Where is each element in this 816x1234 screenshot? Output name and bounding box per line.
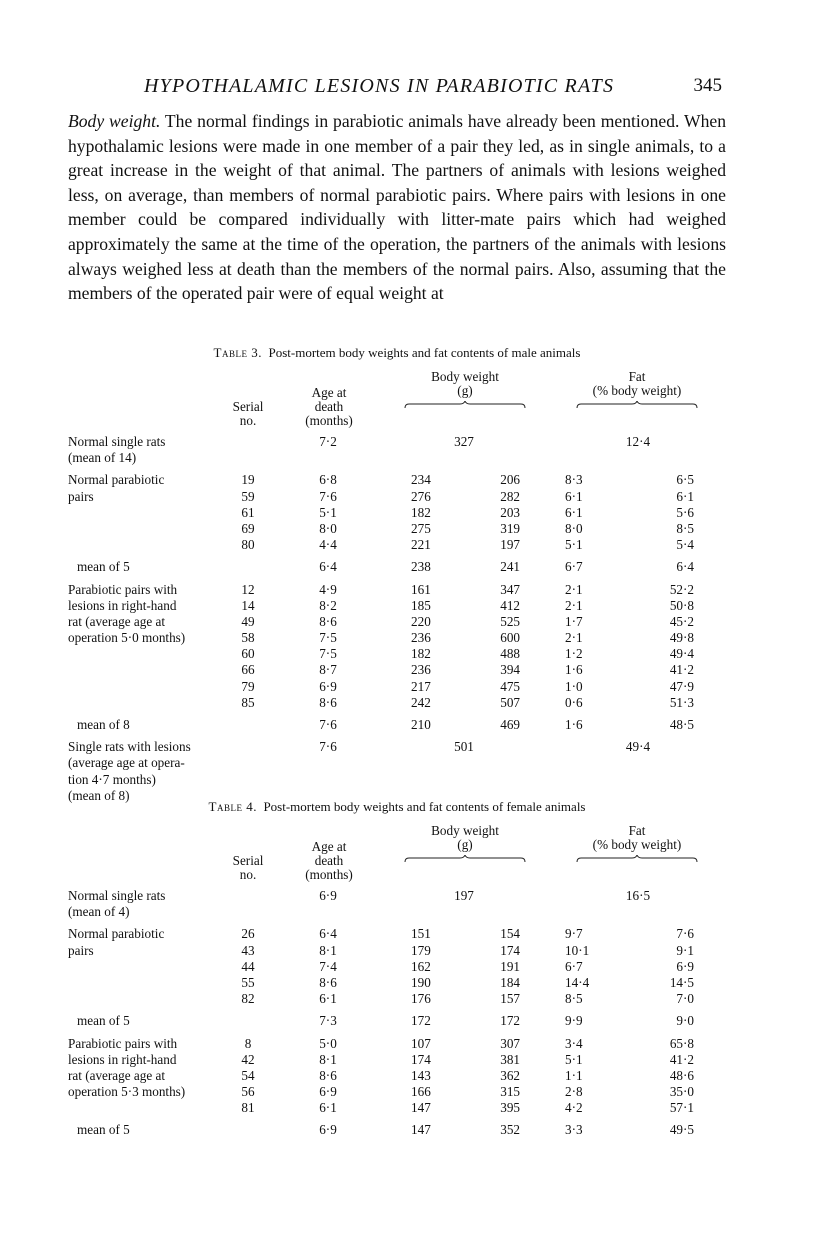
- table3-caption-text: Post-mortem body weights and fat contents of male animals: [268, 345, 581, 360]
- row-label: (average age at opera-: [68, 755, 185, 771]
- row-label: pairs: [68, 488, 94, 504]
- age-header-line: Age at: [311, 839, 347, 854]
- table3-label: Table 3.: [213, 345, 262, 360]
- body-weight-right-cell: 157: [500, 991, 520, 1007]
- age-cell: 8·6: [319, 694, 337, 710]
- fat-right-cell: 7·6: [676, 926, 694, 942]
- age-cell: 8·1: [319, 1051, 337, 1067]
- fat-right-cell: 48·5: [669, 717, 694, 732]
- table-row: [68, 614, 726, 630]
- age-cell: 8·7: [319, 662, 337, 678]
- row-label: Normal single rats: [68, 888, 166, 903]
- fat-right-cell: 41·2: [669, 662, 694, 678]
- serial-cell: 58: [241, 630, 255, 646]
- body-weight-left-cell: 234: [411, 472, 431, 488]
- fat-left-cell: 2·1: [565, 581, 583, 597]
- fat-right-cell: 35·0: [669, 1084, 694, 1100]
- fat-left-cell: 6·7: [565, 559, 583, 575]
- body-weight-left-cell: 236: [411, 662, 431, 678]
- body-weight-left-cell: 166: [411, 1084, 431, 1100]
- body-weight-header: [404, 824, 526, 852]
- table-row: [68, 679, 726, 695]
- body-weight-left-cell: 161: [411, 581, 431, 597]
- fat-left-cell: 6·7: [565, 958, 583, 974]
- table-row: [68, 646, 726, 662]
- body-weight-cell: 197: [454, 888, 474, 903]
- body-weight-left-cell: 176: [411, 991, 431, 1007]
- body-weight-header-line: (g): [457, 837, 473, 852]
- fat-left-cell: 4·2: [565, 1100, 583, 1116]
- serial-cell: 55: [241, 974, 255, 990]
- summary-row: [68, 888, 726, 904]
- serial-header-line: no.: [239, 867, 257, 882]
- age-cell: 6·4: [319, 559, 337, 575]
- fat-left-cell: 2·1: [565, 630, 583, 646]
- table-row: [68, 1122, 726, 1138]
- body-weight-right-cell: 507: [500, 694, 520, 710]
- age-header-line: (months): [305, 413, 353, 428]
- fat-left-cell: 10·1: [565, 942, 590, 958]
- serial-header-line: Serial: [232, 399, 264, 414]
- age-cell: 6·4: [319, 926, 337, 942]
- row-label: Single rats with lesions: [68, 739, 191, 755]
- age-cell: 7·6: [319, 739, 337, 755]
- serial-header-line: no.: [239, 413, 257, 428]
- age-cell: 8·2: [319, 597, 337, 613]
- body-weight-right-cell: 315: [500, 1084, 520, 1100]
- age-cell: 7·6: [319, 488, 337, 504]
- fat-right-cell: 6·9: [676, 958, 694, 974]
- table-row: [68, 537, 726, 553]
- fat-left-cell: 1·7: [565, 613, 583, 629]
- body-weight-brace: [404, 401, 526, 409]
- table-row: [68, 1052, 726, 1068]
- age-cell: 8·6: [319, 613, 337, 629]
- table-row: [68, 1100, 726, 1116]
- age-cell: 5·0: [319, 1035, 337, 1051]
- serial-cell: 26: [241, 926, 255, 942]
- age-header: [290, 840, 368, 882]
- row-label: Normal parabiotic: [68, 926, 165, 942]
- serial-cell: 69: [241, 520, 255, 536]
- fat-left-cell: 0·6: [565, 694, 583, 710]
- row-label: Parabiotic pairs with: [68, 581, 178, 597]
- body-weight-left-cell: 221: [411, 537, 431, 553]
- body-weight-right-cell: 525: [500, 613, 520, 629]
- table4-caption-text: Post-mortem body weights and fat contents of female animals: [263, 799, 586, 814]
- row-label: mean of 5: [77, 1122, 130, 1138]
- fat-right-cell: 50·8: [669, 597, 694, 613]
- fat-right-cell: 49·8: [669, 630, 694, 646]
- page-number: 345: [693, 75, 722, 96]
- serial-cell: 49: [241, 613, 255, 629]
- body-weight-left-cell: 242: [411, 694, 431, 710]
- fat-right-cell: 57·1: [669, 1100, 694, 1116]
- table-row: [68, 630, 726, 646]
- body-weight-left-cell: 107: [411, 1035, 431, 1051]
- table-row: [68, 662, 726, 678]
- age-header-line: (months): [305, 867, 353, 882]
- table-row: [68, 1036, 726, 1052]
- serial-cell: 19: [241, 472, 255, 488]
- serial-cell: 8: [244, 1035, 252, 1051]
- body-weight-right-cell: 154: [500, 926, 520, 942]
- body-weight-left-cell: 276: [411, 488, 431, 504]
- table-row: [68, 975, 726, 991]
- table3-header: [68, 368, 726, 438]
- row-label: lesions in right-hand: [68, 597, 177, 613]
- body-weight-right-cell: 394: [500, 662, 520, 678]
- body-weight-left-cell: 162: [411, 958, 431, 974]
- row-label: (mean of 14): [68, 450, 137, 466]
- body-paragraph: [68, 109, 726, 306]
- row-label: Parabiotic pairs with: [68, 1035, 178, 1051]
- table-row: [68, 598, 726, 614]
- body-weight-right-cell: 172: [500, 1013, 520, 1029]
- table-row: [68, 959, 726, 975]
- body-weight-left-cell: 143: [411, 1067, 431, 1083]
- summary-row: [68, 755, 726, 771]
- row-group: [68, 1036, 726, 1117]
- body-weight-right-cell: 347: [500, 581, 520, 597]
- row-group: [68, 1013, 726, 1029]
- body-weight-left-cell: 190: [411, 974, 431, 990]
- age-cell: 6·1: [319, 991, 337, 1007]
- body-weight-right-cell: 282: [500, 488, 520, 504]
- row-label: operation 5·3 months): [68, 1084, 186, 1100]
- body-weight-left-cell: 151: [411, 926, 431, 942]
- body-weight-right-cell: 184: [500, 974, 520, 990]
- age-header-line: death: [314, 853, 344, 868]
- body-weight-right-cell: 307: [500, 1035, 520, 1051]
- age-cell: 7·3: [319, 1013, 337, 1029]
- body-weight-right-cell: 197: [500, 537, 520, 553]
- body-weight-right-cell: 191: [500, 958, 520, 974]
- table4-caption: [68, 799, 726, 815]
- fat-right-cell: 9·0: [676, 1013, 694, 1029]
- body-weight-right-cell: 174: [500, 942, 520, 958]
- running-title: HYPOTHALAMIC LESIONS IN PARABIOTIC RATS: [144, 75, 615, 97]
- table-row: [68, 582, 726, 598]
- fat-left-cell: 8·0: [565, 520, 583, 536]
- fat-right-cell: 5·6: [676, 504, 694, 520]
- table-row: [68, 717, 726, 733]
- table-row: [68, 991, 726, 1007]
- fat-right-cell: 47·9: [669, 678, 694, 694]
- table4-label: Table 4.: [208, 799, 257, 814]
- fat-right-cell: 6·5: [676, 472, 694, 488]
- serial-cell: 14: [241, 597, 255, 613]
- fat-left-cell: 1·2: [565, 646, 583, 662]
- row-group: [68, 888, 726, 920]
- fat-right-cell: 6·4: [676, 559, 694, 575]
- row-label: pairs: [68, 942, 94, 958]
- body-weight-right-cell: 600: [500, 630, 520, 646]
- age-header: [290, 386, 368, 428]
- table3-caption: [68, 345, 726, 361]
- fat-header-line: Fat: [628, 369, 646, 384]
- row-label: lesions in right-hand: [68, 1051, 177, 1067]
- fat-right-cell: 49·5: [669, 1122, 694, 1138]
- serial-header-line: Serial: [232, 853, 264, 868]
- row-group: [68, 926, 726, 1007]
- summary-row: [68, 739, 726, 755]
- age-cell: 7·2: [319, 434, 337, 449]
- serial-cell: 54: [241, 1067, 255, 1083]
- fat-left-cell: 5·1: [565, 1051, 583, 1067]
- table-row: [68, 1068, 726, 1084]
- table3-body: [68, 434, 726, 804]
- row-label: (mean of 4): [68, 904, 130, 920]
- body-weight-left-cell: 210: [411, 717, 431, 732]
- row-group: [68, 739, 726, 804]
- age-cell: 8·6: [319, 974, 337, 990]
- age-cell: 7·5: [319, 630, 337, 646]
- body-weight-right-cell: 488: [500, 646, 520, 662]
- age-cell: 8·1: [319, 942, 337, 958]
- serial-cell: 85: [241, 694, 255, 710]
- table-row: [68, 695, 726, 711]
- table4-body: [68, 888, 726, 1139]
- body-weight-right-cell: 475: [500, 678, 520, 694]
- fat-cell: 16·5: [625, 888, 651, 903]
- body-weight-right-cell: 319: [500, 520, 520, 536]
- age-cell: 7·6: [319, 717, 337, 732]
- serial-cell: 79: [241, 678, 255, 694]
- age-cell: 6·9: [319, 1084, 337, 1100]
- serial-cell: 12: [241, 581, 255, 597]
- fat-right-cell: 48·6: [669, 1067, 694, 1083]
- body-weight-left-cell: 172: [411, 1013, 431, 1029]
- body-weight-left-cell: 174: [411, 1051, 431, 1067]
- age-cell: 6·9: [319, 678, 337, 694]
- fat-brace: [576, 855, 698, 863]
- fat-left-cell: 8·3: [565, 472, 583, 488]
- fat-left-cell: 1·1: [565, 1067, 583, 1083]
- fat-right-cell: 8·5: [676, 520, 694, 536]
- row-label: tion 4·7 months): [68, 771, 156, 787]
- fat-header-line: Fat: [628, 823, 646, 838]
- age-cell: 7·4: [319, 958, 337, 974]
- fat-left-cell: 5·1: [565, 537, 583, 553]
- row-group: [68, 717, 726, 733]
- age-cell: 6·9: [319, 888, 337, 903]
- body-weight-left-cell: 275: [411, 520, 431, 536]
- age-cell: 8·6: [319, 1067, 337, 1083]
- row-group: [68, 1122, 726, 1138]
- age-header-line: death: [314, 399, 344, 414]
- body-weight-right-cell: 395: [500, 1100, 520, 1116]
- table-row: [68, 926, 726, 942]
- fat-cell: 49·4: [625, 739, 651, 755]
- age-cell: 7·5: [319, 646, 337, 662]
- body-weight-left-cell: 220: [411, 613, 431, 629]
- age-cell: 6·8: [319, 472, 337, 488]
- fat-right-cell: 65·8: [669, 1035, 694, 1051]
- fat-right-cell: 41·2: [669, 1051, 694, 1067]
- fat-right-cell: 7·0: [676, 991, 694, 1007]
- body-weight-left-cell: 217: [411, 678, 431, 694]
- age-header-line: Age at: [311, 385, 347, 400]
- table-row: [68, 1084, 726, 1100]
- row-group: [68, 472, 726, 553]
- table-row: [68, 943, 726, 959]
- fat-left-cell: 8·5: [565, 991, 583, 1007]
- fat-left-cell: 6·1: [565, 504, 583, 520]
- age-cell: 4·4: [319, 537, 337, 553]
- body-weight-left-cell: 185: [411, 597, 431, 613]
- fat-brace: [576, 401, 698, 409]
- serial-cell: 80: [241, 537, 255, 553]
- serial-cell: 43: [241, 942, 255, 958]
- fat-right-cell: 49·4: [669, 646, 694, 662]
- fat-left-cell: 6·1: [565, 488, 583, 504]
- fat-left-cell: 1·6: [565, 662, 583, 678]
- fat-left-cell: 14·4: [565, 974, 590, 990]
- serial-cell: 81: [241, 1100, 255, 1116]
- fat-right-cell: 45·2: [669, 613, 694, 629]
- serial-cell: 44: [241, 958, 255, 974]
- table-row: [68, 489, 726, 505]
- fat-right-cell: 6·1: [676, 488, 694, 504]
- table-row: [68, 505, 726, 521]
- fat-right-cell: 51·3: [669, 694, 694, 710]
- age-cell: 6·1: [319, 1100, 337, 1116]
- body-weight-header-line: Body weight: [431, 823, 499, 838]
- age-cell: 8·0: [319, 520, 337, 536]
- fat-left-cell: 9·7: [565, 926, 583, 942]
- row-group: [68, 582, 726, 712]
- paragraph-text: The normal findings in parabiotic animals have already been mentioned. When hypothalamic lesions were made in one member of a pair they led, as in single animals, to a great increase in the weight of that animal. The partners of animals with lesions weighed less, on average, than members of normal parabiotic pairs. Where pairs with lesions in one member could be compared individually with litter-mate pairs which had weighed approximately the same at the time of the operation, the partners of the animals with lesions always weighed less at death than the members of the normal pairs. Also, assuming that the members of the operated pair were of equal weight at: [68, 111, 726, 304]
- row-label: rat (average age at: [68, 613, 166, 629]
- summary-row: [68, 434, 726, 450]
- fat-header-line: (% body weight): [592, 383, 682, 398]
- body-weight-left-cell: 182: [411, 504, 431, 520]
- body-weight-cell: 327: [454, 434, 474, 449]
- row-label: operation 5·0 months): [68, 630, 186, 646]
- serial-header: [228, 854, 268, 882]
- fat-header: [576, 370, 698, 398]
- serial-cell: 56: [241, 1084, 255, 1100]
- fat-left-cell: 2·8: [565, 1084, 583, 1100]
- age-cell: 5·1: [319, 504, 337, 520]
- row-label: mean of 8: [77, 717, 130, 732]
- fat-left-cell: 3·4: [565, 1035, 583, 1051]
- body-weight-left-cell: 182: [411, 646, 431, 662]
- summary-row: [68, 772, 726, 788]
- age-cell: 6·9: [319, 1122, 337, 1138]
- fat-left-cell: 3·3: [565, 1122, 583, 1138]
- body-weight-header-line: (g): [457, 383, 473, 398]
- fat-left-cell: 1·6: [565, 717, 583, 732]
- fat-header: [576, 824, 698, 852]
- row-label: mean of 5: [77, 1013, 130, 1029]
- body-weight-right-cell: 362: [500, 1067, 520, 1083]
- body-weight-brace: [404, 855, 526, 863]
- body-weight-right-cell: 469: [500, 717, 520, 732]
- section-run-in-heading: Body weight.: [68, 111, 161, 131]
- serial-cell: 60: [241, 646, 255, 662]
- body-weight-cell: 501: [454, 739, 474, 755]
- table4-header: [68, 822, 726, 892]
- row-label: (mean of 8): [68, 787, 130, 803]
- serial-cell: 59: [241, 488, 255, 504]
- fat-right-cell: 9·1: [676, 942, 694, 958]
- serial-cell: 66: [241, 662, 255, 678]
- row-label: rat (average age at: [68, 1067, 166, 1083]
- body-weight-right-cell: 412: [500, 597, 520, 613]
- row-label: Normal single rats: [68, 434, 166, 449]
- body-weight-left-cell: 238: [411, 559, 431, 575]
- fat-right-cell: 5·4: [676, 537, 694, 553]
- fat-cell: 12·4: [625, 434, 651, 449]
- serial-cell: 82: [241, 991, 255, 1007]
- serial-cell: 61: [241, 504, 255, 520]
- body-weight-right-cell: 203: [500, 504, 520, 520]
- fat-left-cell: 1·0: [565, 678, 583, 694]
- row-group: [68, 434, 726, 466]
- summary-row: [68, 904, 726, 920]
- fat-right-cell: 14·5: [669, 974, 694, 990]
- table-row: [68, 521, 726, 537]
- body-weight-left-cell: 179: [411, 942, 431, 958]
- fat-left-cell: 2·1: [565, 597, 583, 613]
- row-group: [68, 559, 726, 575]
- body-weight-left-cell: 147: [411, 1122, 431, 1138]
- row-label: mean of 5: [77, 559, 130, 575]
- body-weight-header: [404, 370, 526, 398]
- body-weight-right-cell: 352: [500, 1122, 520, 1138]
- serial-cell: 42: [241, 1051, 255, 1067]
- body-weight-right-cell: 241: [500, 559, 520, 575]
- row-label: Normal parabiotic: [68, 472, 165, 488]
- body-weight-header-line: Body weight: [431, 369, 499, 384]
- body-weight-right-cell: 206: [500, 472, 520, 488]
- table-row: [68, 559, 726, 575]
- body-weight-left-cell: 236: [411, 630, 431, 646]
- age-cell: 4·9: [319, 581, 337, 597]
- body-weight-right-cell: 381: [500, 1051, 520, 1067]
- summary-row: [68, 450, 726, 466]
- table-row: [68, 1013, 726, 1029]
- running-header: [68, 75, 726, 103]
- fat-right-cell: 52·2: [669, 581, 694, 597]
- fat-header-line: (% body weight): [592, 837, 682, 852]
- fat-left-cell: 9·9: [565, 1013, 583, 1029]
- body-weight-left-cell: 147: [411, 1100, 431, 1116]
- table-row: [68, 472, 726, 488]
- serial-header: [228, 400, 268, 428]
